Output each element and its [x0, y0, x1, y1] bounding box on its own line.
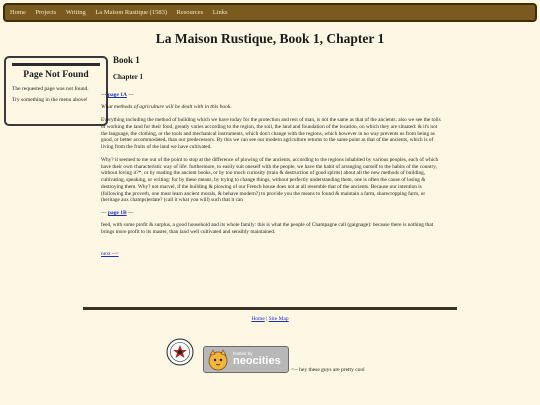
nav-links[interactable]: Links: [212, 9, 228, 16]
sidebar-message: The requested page was not found.: [12, 86, 89, 92]
nav-projects[interactable]: Projects: [35, 9, 57, 16]
sidebar-title: Page Not Found: [23, 70, 89, 80]
page-1a-link[interactable]: page 1A: [107, 92, 127, 98]
top-nav-bar: [3, 3, 537, 22]
sidebar-hint: Try something in the menu above!: [12, 97, 88, 104]
page-marker-suffix: ---: [126, 210, 134, 217]
neocities-label: [233, 352, 281, 368]
chapter-heading: Chapter 1: [113, 73, 144, 81]
site-badge-icon[interactable]: [166, 338, 194, 366]
hosted-by-neocities-button[interactable]: [203, 346, 289, 373]
page-1b-link[interactable]: page 1B: [107, 210, 127, 217]
neocities-name: neocities: [233, 355, 281, 368]
sidebar-top-bar: [12, 63, 100, 66]
paragraph-1: Everything including the method of building which we have today for the protection and rest of man, is not the same as that of the ancients: also we see the toils of working the land for their food, greatly varies according to the region, the soil, the land and foundation of the location, on which they are situated: & it's not the language, the clothing, or the tools and mechanical instruments, which don't change with the regions, which however in no way prevents us from being as good, or better accommodated, than our predecessors. By this we can see our modern agriculture returns to the same point as that of the ancients, which is of living from the fruits of the land we have cultivated.: [101, 117, 441, 151]
chapter-summary: What methods of agriculture will be dealt with in this book.: [101, 104, 232, 110]
main-content: [113, 55, 438, 88]
page-marker-suffix: ---: [126, 92, 134, 98]
page-title: La Maison Rustique, Book 1, Chapter 1: [155, 31, 385, 46]
page-marker-prefix: ---: [101, 210, 108, 217]
footer-home-link[interactable]: Home: [251, 316, 265, 322]
chapter-text: [101, 92, 441, 260]
footer-links: [0, 316, 540, 322]
nav-writing[interactable]: Writing: [65, 9, 86, 16]
paragraph-2: Why? it seemed to me out of the point to stop at the difference of plowing of the ancients, according to the regions inhabited by various peoples, each of which have their own characteristic way of life: furthermore, to easily suit oneself with the people, we have the habit of arranging ourself to the habits of the country, without loving it?*, or by reading the ancient books, or by too much curiosity (train & destruction of good spirits) about all the new methods of building, cultivating, speaking, or writing: for by these means, by trying to change things, without perfectly understanding them, one is often the cause of losing & destroying them. Why? not marvel, if the building & plowing of our French house does not at all resemble that of the ancients. Because our intention is (following the proverb, one must learn ancient morals, & behave modern?) to provide you the means to found & maintain a farm, sharecropping farm, or (heritage aux champs)estate? (call it what you will) such that it can: [101, 156, 439, 204]
footer-separator: |: [264, 316, 269, 322]
nav-la-maison-rustique[interactable]: La Maison Rustique (1583): [95, 9, 167, 16]
paragraph-3: feed, with some profit & surplus, a good household and its whole family: this is what the people of Champagne call (gaignage): because there is nothing that brings more profit to its master, than land well cultivated and sensibly maintained.: [101, 222, 434, 235]
next-page-link[interactable]: next -->: [101, 250, 119, 257]
nav-home[interactable]: Home: [10, 9, 26, 16]
footer-divider: [83, 307, 457, 310]
book-heading: Book 1: [113, 55, 140, 65]
page-not-found-box: [4, 56, 108, 126]
neocities-hosted-by: hosted by: [233, 350, 253, 356]
page-marker-prefix: ---: [101, 92, 108, 98]
page-marker-1b: [101, 210, 441, 216]
neocities-caption: <-- hey these guys are pretty cool: [291, 367, 365, 373]
neocities-cat-icon: [207, 349, 229, 371]
footer-sitemap-link[interactable]: Site Map: [268, 316, 289, 322]
page-marker-1a: [101, 92, 441, 98]
nav-resources[interactable]: Resources: [176, 9, 204, 16]
